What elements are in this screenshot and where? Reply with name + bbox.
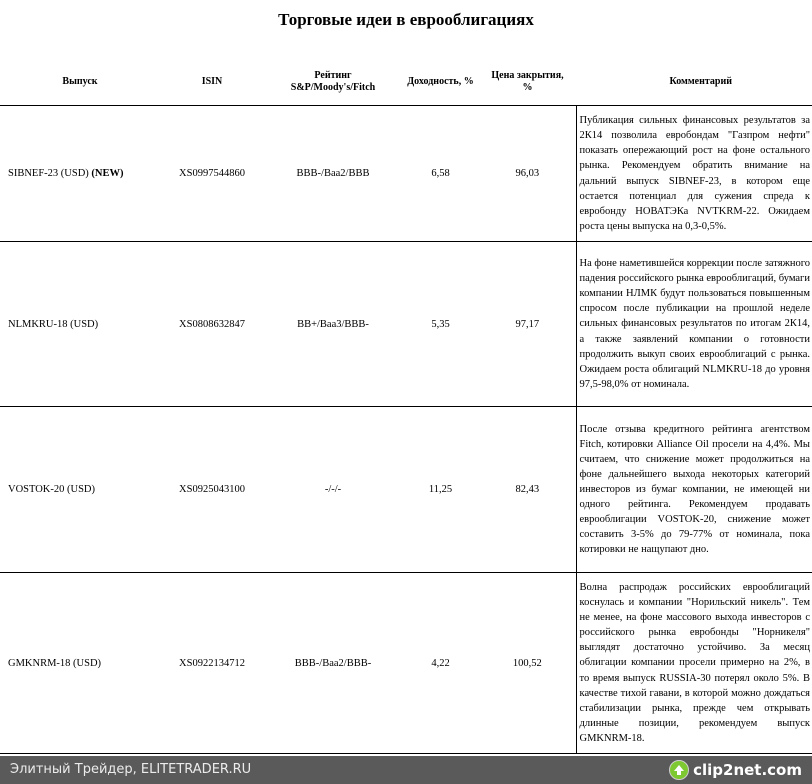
price-cell: 82,43 xyxy=(479,407,576,573)
header-isin: ISIN xyxy=(160,58,264,106)
new-badge: (NEW) xyxy=(91,168,124,179)
rating-cell: BBB-/Baa2/BBB- xyxy=(264,573,402,754)
comment-cell: Публикация сильных финансовых результатов за 2К14 позволила евробондам "Газпром нефти" показать опережающий рост на фоне остального рынка. Рекомендуем обратить внимание на дальний выпуск SIBNEF-23, в котором еще остается потенциал для сужения спреда к евробонду НОВАТЭКа NVTKRM-22. Ожидаем роста цены выпуска на 0,3-0,5%. xyxy=(576,106,812,242)
yield-cell: 11,25 xyxy=(402,407,479,573)
header-rating xyxy=(264,58,402,106)
header-rating-label: Рейтинг S&P/Moody's/Fitch xyxy=(290,69,376,93)
isin-cell: XS0922134712 xyxy=(160,573,264,754)
issue-cell xyxy=(0,106,160,242)
header-yield: Доходность, % xyxy=(402,58,479,106)
isin-cell: XS0808632847 xyxy=(160,242,264,407)
brand-watermark xyxy=(669,759,802,781)
price-cell: 96,03 xyxy=(479,106,576,242)
issue-cell xyxy=(0,407,160,573)
rating-cell: BB+/Baa3/BBB- xyxy=(264,242,402,407)
issue-cell xyxy=(0,573,160,754)
table-row xyxy=(0,106,812,242)
comment-cell: После отзыва кредитного рейтинга агентством Fitch, котировки Alliance Oil просели на 4,4%. Мы считаем, что снижение может продолжиться на фоне дальнейшего выхода некоторых категорий инвесторов из бумаг компании, не имеющей ни одного рейтинга. Рекомендуем продавать еврооблигации VOSTOK-20, снижение может составить 3-5% до 79-77% от номинала, пока котировки не нащупают дно. xyxy=(576,407,812,573)
source-credit: Элитный Трейдер, ELITETRADER.RU xyxy=(10,762,252,777)
issue-name: SIBNEF-23 (USD) xyxy=(8,168,89,179)
table-row xyxy=(0,573,812,754)
table-row xyxy=(0,407,812,573)
rating-cell: BBB-/Baa2/BBB xyxy=(264,106,402,242)
yield-cell: 4,22 xyxy=(402,573,479,754)
table-header-row xyxy=(0,58,812,106)
footer-bar xyxy=(0,756,812,784)
issue-name: NLMKRU-18 (USD) xyxy=(8,318,99,330)
yield-cell: 5,35 xyxy=(402,242,479,407)
header-comment: Комментарий xyxy=(576,58,812,106)
eurobond-ideas-table xyxy=(0,58,812,754)
rating-cell: -/-/- xyxy=(264,407,402,573)
isin-cell: XS0997544860 xyxy=(160,106,264,242)
comment-cell: На фоне наметившейся коррекции после затяжного падения российского рынка еврооблигаций, бумаги компании НЛМК будут пользоваться повышенным спросом после публикации на прошлой неделе сильных финансовых результатов по итогам 2К14, а также заявлений компании о готовности продолжить выкуп своих еврооблигаций с рынка. Ожидаем роста облигаций NLMKRU-18 до уровня 97,5-98,0% от номинала. xyxy=(576,242,812,407)
header-price xyxy=(479,58,576,106)
issue-name: GMKNRM-18 (USD) xyxy=(8,657,102,669)
price-cell: 97,17 xyxy=(479,242,576,407)
up-arrow-icon xyxy=(669,760,689,780)
header-issue: Выпуск xyxy=(0,58,160,106)
yield-cell: 6,58 xyxy=(402,106,479,242)
header-price-label: Цена закрытия, % xyxy=(491,69,564,93)
issue-name: VOSTOK-20 (USD) xyxy=(8,484,96,495)
table-row xyxy=(0,242,812,407)
isin-cell: XS0925043100 xyxy=(160,407,264,573)
brand-name: clip2net.com xyxy=(693,761,802,779)
page-title: Торговые идеи в еврооблигациях xyxy=(278,10,534,29)
comment-cell: Волна распродаж российских еврооблигаций коснулась и компании "Норильский никель". Тем не менее, на фоне массового выхода инвесторов с российского рынка евробонды "Норникеля" выглядят достаточно устойчиво. За месяц облигации компании просели примерно на 2%, в то время выпуск RUSSIA-30 потерял около 5%. В качестве тихой гавани, в которой можно дождаться стабилизации рынка, прежде чем открывать длинные позиции, рекомендуем выпуск GMKNRM-18. xyxy=(576,573,812,754)
price-cell: 100,52 xyxy=(479,573,576,754)
issue-cell xyxy=(0,242,160,407)
